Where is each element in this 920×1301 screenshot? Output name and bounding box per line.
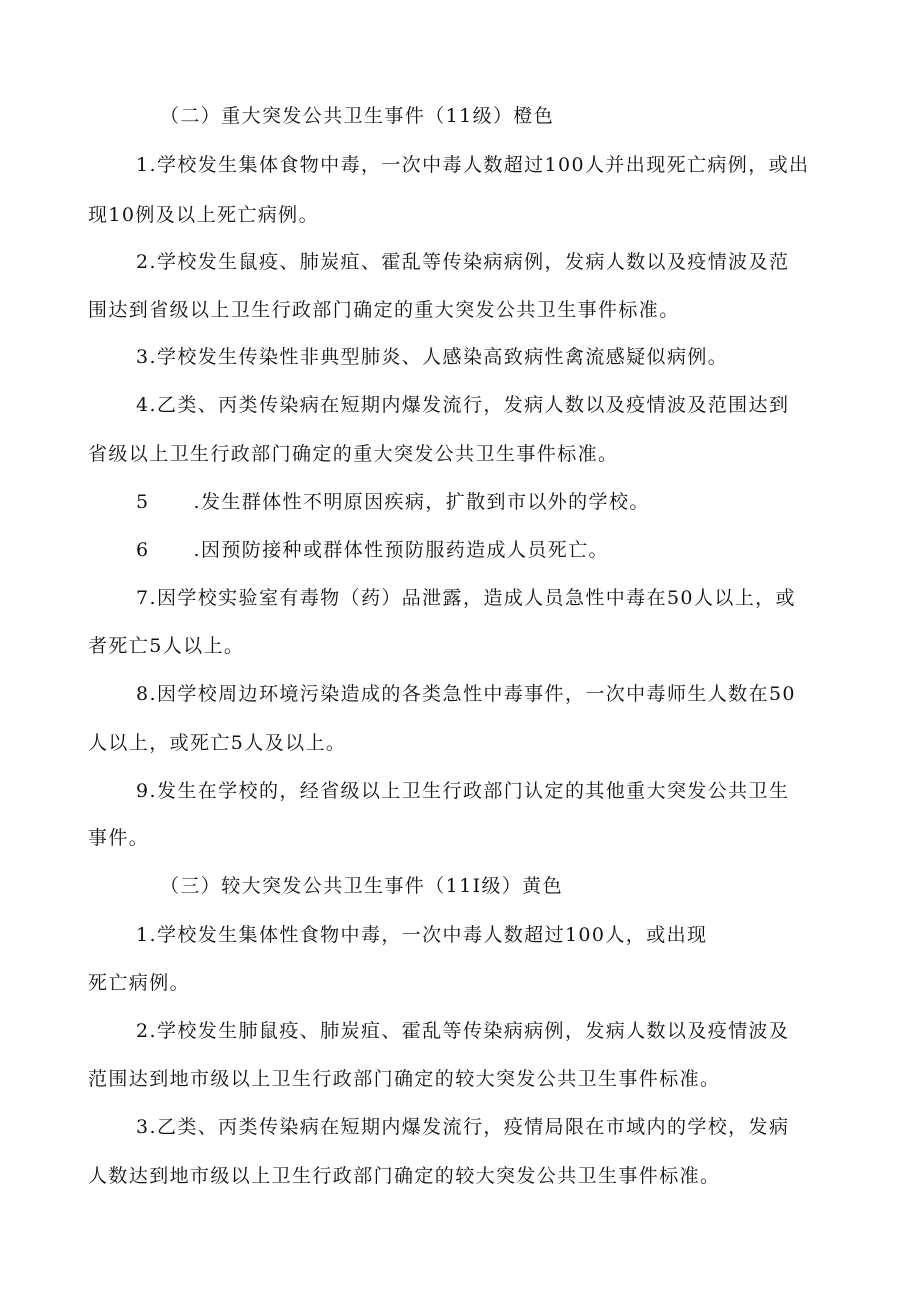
item-number: 2	[136, 1020, 150, 1042]
list-item-first-line	[0, 921, 920, 949]
item-text: .学校发生传染性非典型肺炎、人感染高致病性禽流感疑似病例。	[149, 346, 729, 368]
item-text: .学校发生集体食物中毒，一次中毒人数超过100人并出现死亡病例，或出	[149, 154, 810, 176]
item-number: 5	[136, 491, 150, 513]
list-item-continuation: 人数达到地市级以上卫生行政部门确定的较大突发公共卫生事件标准。	[88, 1165, 721, 1187]
list-item-first-line	[0, 777, 920, 805]
item-text: .发生在学校的，经省级以上卫生行政部门认定的其他重大突发公共卫生	[149, 780, 790, 802]
item-number: 1	[136, 924, 150, 946]
item-text: .学校发生鼠疫、肺炭疽、霍乱等传染病病例，发病人数以及疫情波及范	[149, 251, 790, 273]
item-number: 9	[136, 780, 150, 802]
item-number: 3	[136, 346, 150, 368]
list-item-continuation: 范围达到地市级以上卫生行政部门确定的较大突发公共卫生事件标准。	[88, 1068, 721, 1090]
item-text: .发生群体性不明原因疾病，扩散到市以外的学校。	[193, 491, 650, 513]
list-item-continuation: 围达到省级以上卫生行政部门确定的重大突发公共卫生事件标准。	[88, 299, 680, 321]
item-number: 6	[136, 539, 150, 561]
list-item-first-line	[0, 151, 920, 179]
section-heading-yellow: （三）较大突发公共卫生事件（11I级）黄色	[160, 875, 564, 897]
list-item-first-line	[0, 391, 920, 419]
item-number: 8	[136, 683, 150, 705]
item-number: 1	[136, 154, 150, 176]
item-text: .乙类、丙类传染病在短期内爆发流行，发病人数以及疫情波及范围达到	[149, 394, 790, 416]
list-item-first-line	[0, 488, 920, 516]
list-item-continuation: 人以上，或死亡5人及以上。	[88, 732, 347, 754]
item-text: .乙类、丙类传染病在短期内爆发流行，疫情局限在市域内的学校，发病	[149, 1116, 790, 1138]
list-item-continuation: 死亡病例。	[88, 972, 191, 994]
list-item-first-line	[0, 584, 920, 612]
section-heading-orange: （二）重大突发公共卫生事件（11级）橙色	[160, 105, 555, 127]
item-text: .因学校实验室有毒物（药）品泄露，造成人员急性中毒在50人以上，或	[149, 587, 796, 609]
item-number: 2	[136, 251, 150, 273]
list-item-continuation: 者死亡5人以上。	[88, 635, 245, 657]
list-item-continuation: 现10例及以上死亡病例。	[88, 204, 319, 226]
item-number: 3	[136, 1116, 150, 1138]
item-number: 4	[136, 394, 150, 416]
list-item-first-line	[0, 343, 920, 371]
item-text: .因预防接种或群体性预防服药造成人员死亡。	[193, 539, 609, 561]
list-item-first-line	[0, 536, 920, 564]
list-item-first-line	[0, 1017, 920, 1045]
item-text: .学校发生肺鼠疫、肺炭疽、霍乱等传染病病例，发病人数以及疫情波及	[149, 1020, 790, 1042]
item-number: 7	[136, 587, 150, 609]
list-item-continuation: 事件。	[88, 827, 150, 849]
list-item-first-line	[0, 248, 920, 276]
item-text: .因学校周边环境污染造成的各类急性中毒事件，一次中毒师生人数在50	[149, 683, 796, 705]
list-item-first-line	[0, 680, 920, 708]
list-item-first-line	[0, 1113, 920, 1141]
list-item-continuation: 省级以上卫生行政部门确定的重大突发公共卫生事件标准。	[88, 443, 619, 465]
item-text: .学校发生集体性食物中毒，一次中毒人数超过100人，或出现	[149, 924, 708, 946]
